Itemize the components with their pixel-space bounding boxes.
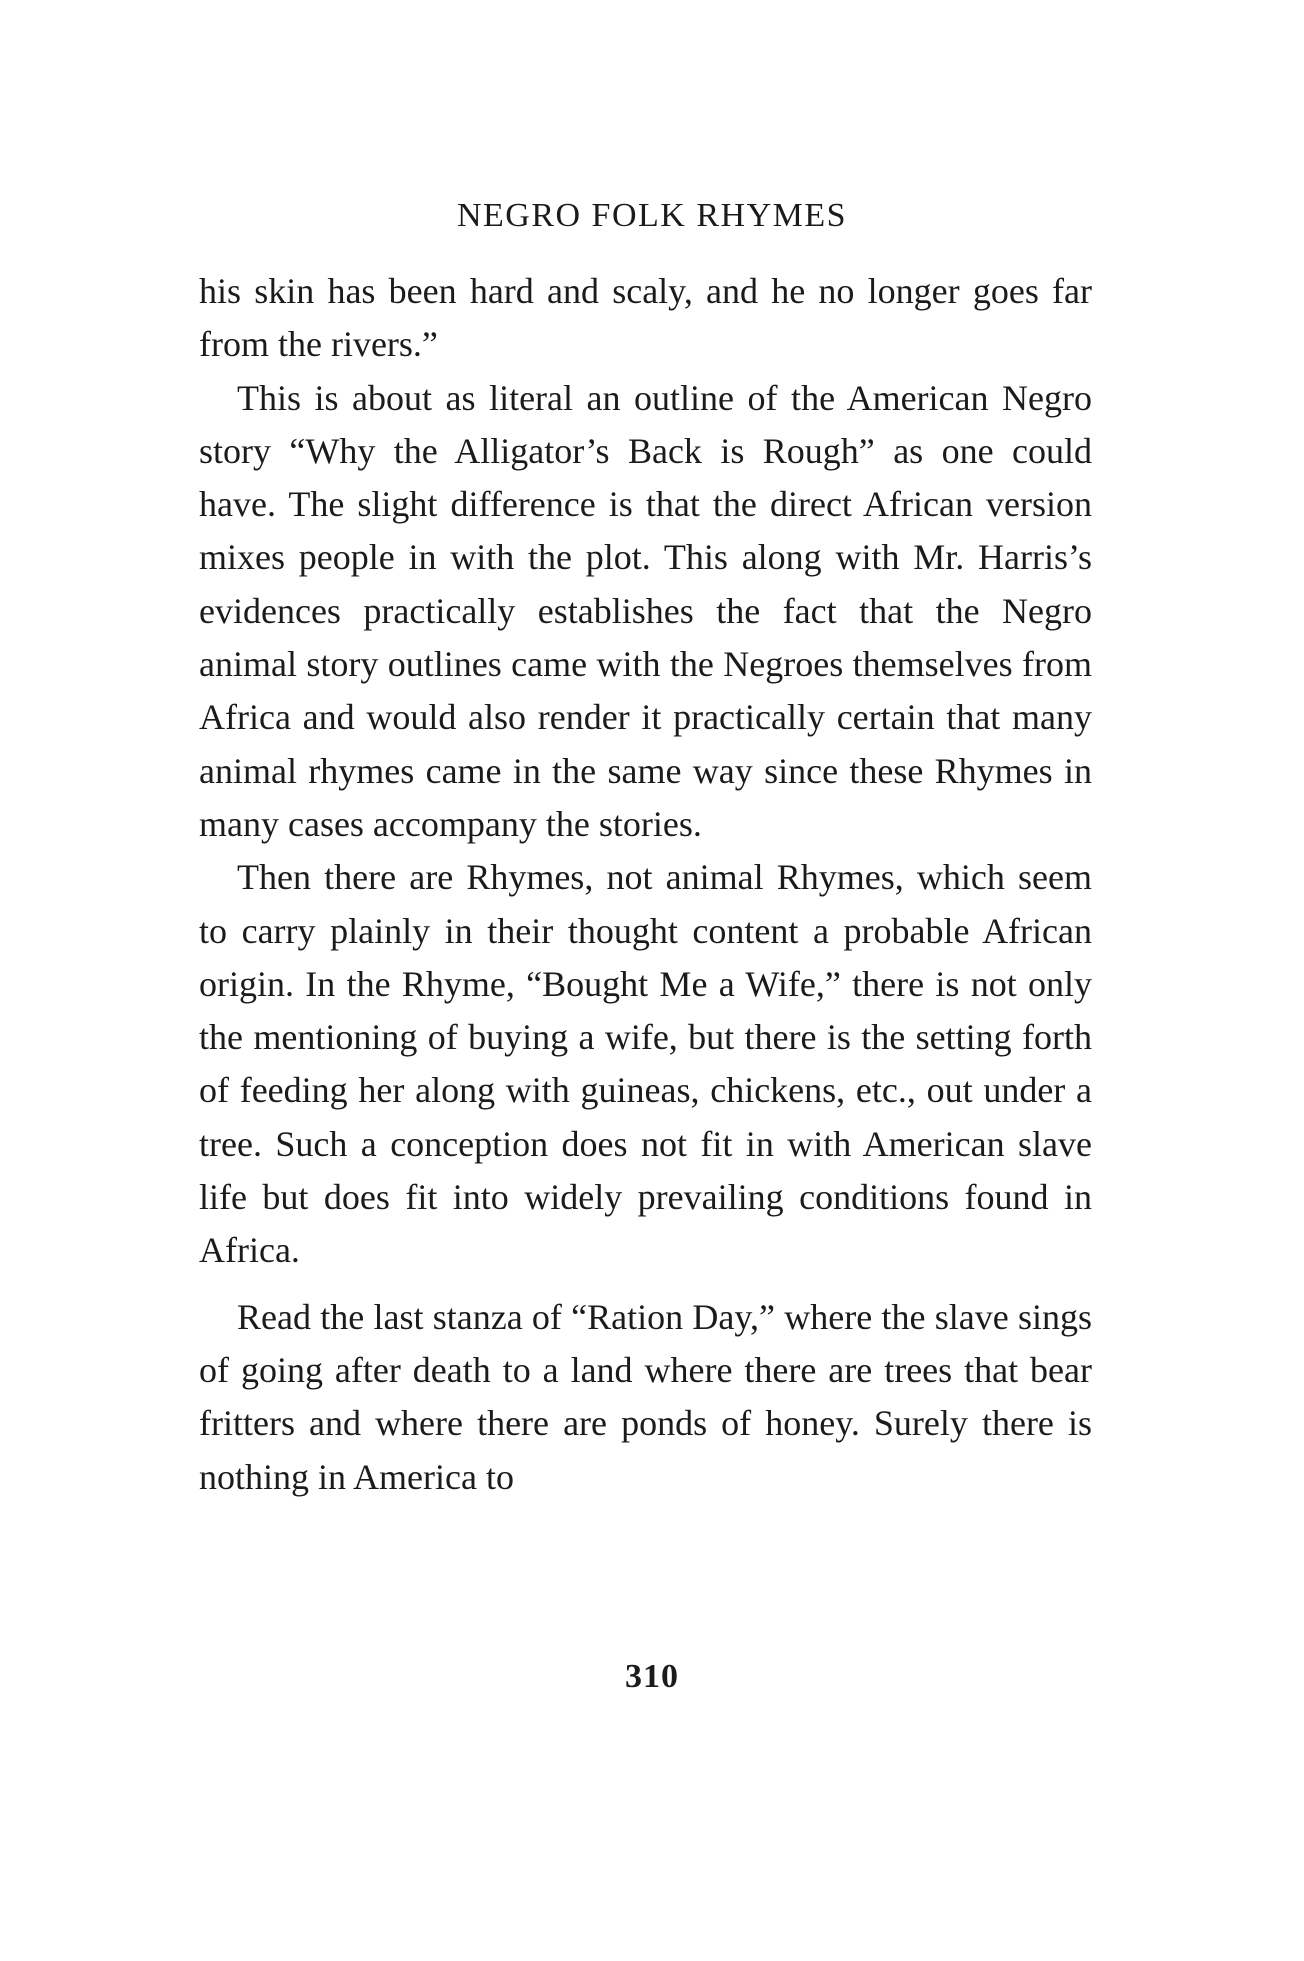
paragraph-ration-day: Read the last stanza of “Ration Day,” where the slave sings of going after death to a land where there are trees that bear fritters and where there are ponds of honey. Surely there is nothing in America to [199,1296,1092,1497]
paragraph-african-origin: Then there are Rhymes, not animal Rhymes, which seem to carry plainly in their thought content a probable African origin. In the Rhyme, “Bought Me a Wife,” there is not only the mentioning of buying a wife, but there is the setting forth of feeding her along with guineas, chickens, etc., out under a tree. Such a conception does not fit in with American slave life but does fit into widely prevailing conditions found in Africa. [199,857,1092,1271]
paragraph-continuation: his skin has been hard and scaly, and he no longer goes far from the rivers.” [199,271,1092,365]
running-head: NEGRO FOLK RHYMES [456,197,848,234]
body-text [199,265,1092,1504]
page-number: 310 [625,1658,679,1695]
paragraph-alligator-story: This is about as literal an outline of the American Negro story “Why the Alligator’s Back is Rough” as one could have. The slight difference is that the direct African version mixes people in with the plot. This along with Mr. Harris’s evidences practically establishes the fact that the Negro animal story outlines came with the Negroes themselves from Africa and would also render it practically certain that many animal rhymes came in the same way since these Rhymes in many cases accompany the stories. [199,377,1092,844]
